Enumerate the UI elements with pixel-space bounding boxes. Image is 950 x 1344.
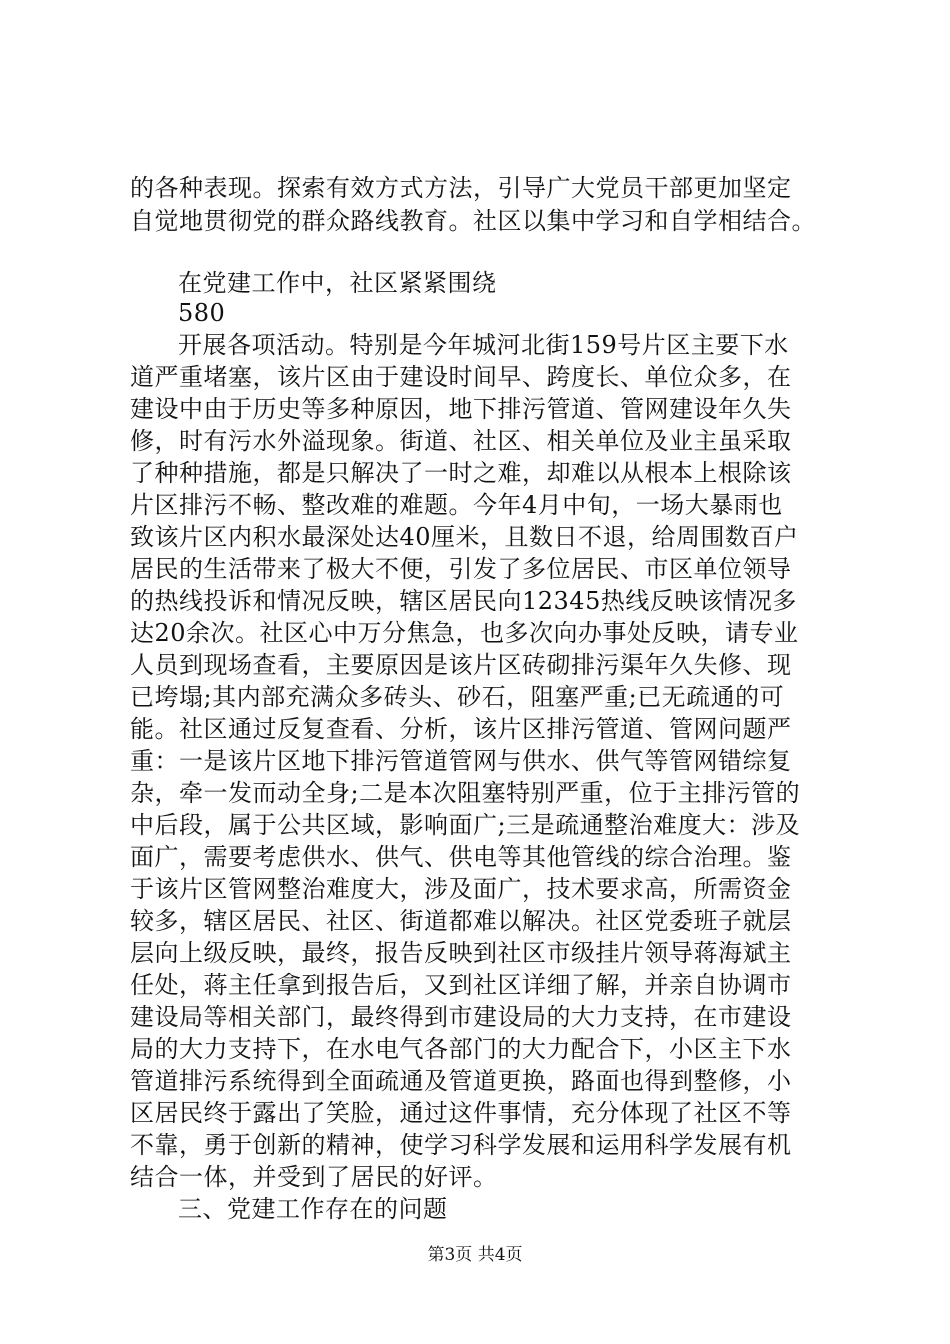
paragraph-heading: 在党建工作中，社区紧紧围绕 xyxy=(178,269,497,297)
body-text-line: 面广，需要考虑供水、供气、供电等其他管线的综合治理。鉴 xyxy=(130,843,792,871)
body-text-line: 建设局等相关部门，最终得到市建设局的大力支持，在市建设 xyxy=(130,1003,792,1031)
body-text-line: 能。社区通过反复查看、分析，该片区排污管道、管网问题严 xyxy=(130,715,792,743)
body-text-line: 中后段，属于公共区域，影响面广;三是疏通整治难度大：涉及 xyxy=(130,811,801,839)
body-text-line: 不靠，勇于创新的精神，使学习科学发展和运用科学发展有机 xyxy=(130,1131,792,1159)
body-text-line: 片区排污不畅、整改难的难题。今年4月中旬，一场大暴雨也 xyxy=(130,491,783,519)
body-text-line: 结合一体，并受到了居民的好评。 xyxy=(130,1163,498,1191)
body-text-line: 管道排污系统得到全面疏通及管道更换，路面也得到整修，小 xyxy=(130,1067,792,1095)
body-text-line: 了种种措施，都是只解决了一时之难，却难以从根本上根除该 xyxy=(130,459,792,487)
page-number-footer: 第3页 共4页 xyxy=(427,1245,523,1265)
body-text-line: 的各种表现。探索有效方式方法，引导广大党员干部更加坚定 xyxy=(130,174,792,202)
body-text-line: 局的大力支持下，在水电气各部门的大力配合下，小区主下水 xyxy=(130,1035,792,1063)
body-text-line: 杂，牵一发而动全身;二是本次阻塞特别严重，位于主排污管的 xyxy=(130,779,801,807)
body-text-line: 道严重堵塞，该片区由于建设时间早、跨度长、单位众多，在 xyxy=(130,363,792,391)
body-text-line: 居民的生活带来了极大不便，引发了多位居民、市区单位领导 xyxy=(130,555,792,583)
body-text-line: 层向上级反映，最终，报告反映到社区市级挂片领导蒋海斌主 xyxy=(130,939,792,967)
body-text-line: 区居民终于露出了笑脸，通过这件事情，充分体现了社区不等 xyxy=(130,1099,792,1127)
body-text-line: 自觉地贯彻党的群众路线教育。社区以集中学习和自学相结合。 xyxy=(130,207,816,235)
body-text-line: 修，时有污水外溢现象。街道、社区、相关单位及业主虽采取 xyxy=(130,427,792,455)
section-heading: 三、党建工作存在的问题 xyxy=(178,1195,448,1223)
body-text-line: 的热线投诉和情况反映，辖区居民向12345热线反映该情况多 xyxy=(130,587,797,615)
body-text-line: 于该片区管网整治难度大，涉及面广，技术要求高，所需资金 xyxy=(130,875,792,903)
body-text-line: 重：一是该片区地下排污管道管网与供水、供气等管网错综复 xyxy=(130,747,792,775)
body-text-line: 人员到现场查看，主要原因是该片区砖砌排污渠年久失修、现 xyxy=(130,651,792,679)
body-text-line: 建设中由于历史等多种原因，地下排污管道、管网建设年久失 xyxy=(130,395,792,423)
body-text-line: 较多，辖区居民、社区、街道都难以解决。社区党委班子就层 xyxy=(130,907,792,935)
body-text-line: 致该片区内积水最深处达40厘米，且数日不退，给周围数百户 xyxy=(130,523,799,551)
body-text-line: 达20余次。社区心中万分焦急，也多次向办事处反映，请专业 xyxy=(130,619,799,647)
body-text-line: 任处，蒋主任拿到报告后，又到社区详细了解，并亲自协调市 xyxy=(130,971,792,999)
number-line: 580 xyxy=(178,299,226,327)
body-text-line: 开展各项活动。特别是今年城河北街159号片区主要下水 xyxy=(178,331,789,359)
body-text-line: 已垮塌;其内部充满众多砖头、砂石，阻塞严重;已无疏通的可 xyxy=(130,683,785,711)
